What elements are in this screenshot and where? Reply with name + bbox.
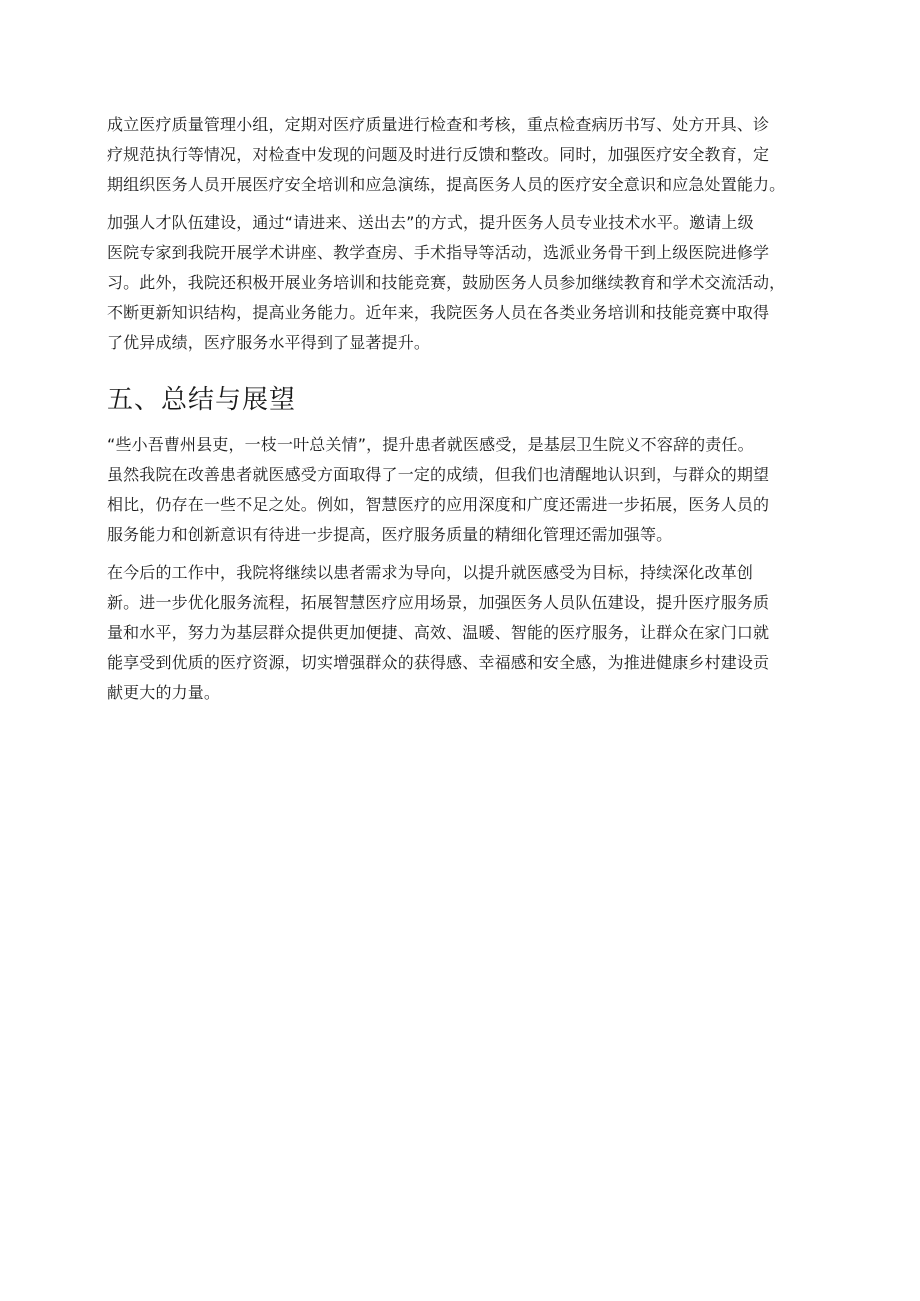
paragraph-quality-management: [107, 110, 813, 200]
text-line: 期组织医务人员开展医疗安全培训和应急演练，提高医务人员的医疗安全意识和应急处置能力。: [107, 175, 786, 194]
document-page: [107, 110, 813, 716]
paragraph-outlook: [107, 558, 813, 708]
text-line: 在今后的工作中，我院将继续以患者需求为导向，以提升就医感受为目标，持续深化改革创: [107, 563, 754, 582]
text-line: 了优异成绩，医疗服务水平得到了显著提升。: [107, 333, 431, 352]
text-line: 虽然我院在改善患者就医感受方面取得了一定的成绩，但我们也清醒地认识到，与群众的期望: [107, 465, 770, 484]
section-heading: 五、总结与展望: [107, 385, 297, 415]
text-line: 加强人才队伍建设，通过“请进来、送出去”的方式，提升医务人员专业技术水平。邀请上级: [107, 213, 754, 232]
text-line: 献更大的力量。: [107, 683, 221, 702]
text-line: 相比，仍存在一些不足之处。例如，智慧医疗的应用深度和广度还需进一步拓展，医务人员的: [107, 495, 770, 514]
text-line: 量和水平，努力为基层群众提供更加便捷、高效、温暖、智能的医疗服务，让群众在家门口就: [107, 623, 770, 642]
text-line: 能享受到优质的医疗资源，切实增强群众的获得感、幸福感和安全感，为推进健康乡村建设贡: [107, 653, 770, 672]
text-line: 新。进一步优化服务流程，拓展智慧医疗应用场景，加强医务人员队伍建设，提升医疗服务质: [107, 593, 770, 612]
paragraph-talent-building: [107, 208, 813, 358]
paragraph-summary: [107, 430, 813, 550]
text-line: 疗规范执行等情况，对检查中发现的问题及时进行反馈和整改。同时，加强医疗安全教育，定: [107, 145, 770, 164]
text-line: 不断更新知识结构，提高业务能力。近年来，我院医务人员在各类业务培训和技能竞赛中取得: [107, 303, 770, 322]
text-line: 服务能力和创新意识有待进一步提高，医疗服务质量的精细化管理还需加强等。: [107, 525, 673, 544]
text-line: 医院专家到我院开展学术讲座、教学查房、手术指导等活动，选派业务骨干到上级医院进修学: [107, 243, 770, 262]
text-line: 成立医疗质量管理小组，定期对医疗质量进行检查和考核，重点检查病历书写、处方开具、诊: [107, 115, 770, 134]
text-line: “些小吾曹州县吏，一枝一叶总关情”，提升患者就医感受，是基层卫生院义不容辞的责任。: [107, 435, 754, 454]
text-line: 习。此外，我院还积极开展业务培训和技能竞赛，鼓励医务人员参加继续教育和学术交流活动，: [107, 273, 786, 292]
